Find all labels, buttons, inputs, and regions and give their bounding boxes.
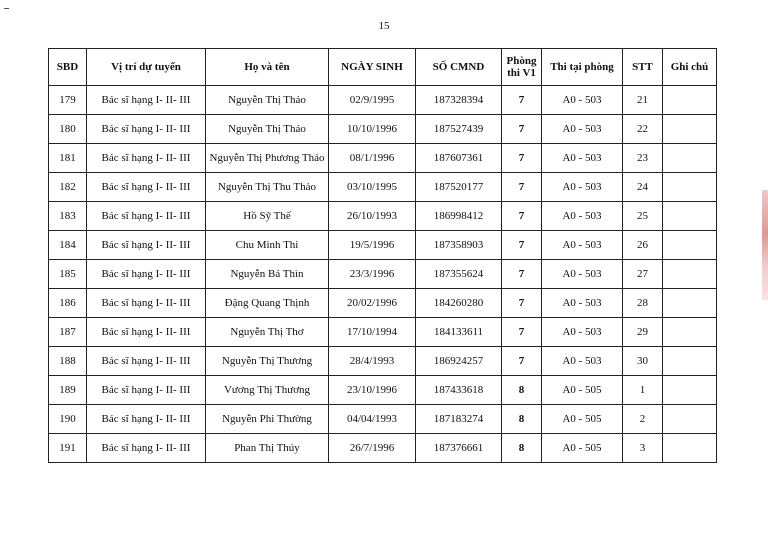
cell-exam-room: A0 - 503 bbox=[542, 144, 623, 173]
cell-stt: 3 bbox=[623, 434, 663, 463]
header-id-number: SỐ CMND bbox=[416, 49, 502, 86]
cell-sbd: 184 bbox=[49, 231, 87, 260]
cell-sbd: 190 bbox=[49, 405, 87, 434]
table-row bbox=[49, 376, 717, 405]
stamp-edge-fragment bbox=[762, 190, 768, 300]
cell-exam-room: A0 - 503 bbox=[542, 318, 623, 347]
cell-sbd: 183 bbox=[49, 202, 87, 231]
cell-note bbox=[663, 260, 717, 289]
header-position: Vị trí dự tuyển bbox=[87, 49, 206, 86]
header-stt: STT bbox=[623, 49, 663, 86]
cell-dob: 26/10/1993 bbox=[329, 202, 416, 231]
table-row bbox=[49, 289, 717, 318]
cell-room-v1: 7 bbox=[502, 231, 542, 260]
cell-room-v1: 7 bbox=[502, 347, 542, 376]
cell-room-v1: 7 bbox=[502, 289, 542, 318]
cell-stt: 27 bbox=[623, 260, 663, 289]
cell-sbd: 188 bbox=[49, 347, 87, 376]
cell-id-number: 187355624 bbox=[416, 260, 502, 289]
cell-note bbox=[663, 434, 717, 463]
cell-note bbox=[663, 202, 717, 231]
header-note: Ghi chú bbox=[663, 49, 717, 86]
cell-stt: 24 bbox=[623, 173, 663, 202]
cell-stt: 28 bbox=[623, 289, 663, 318]
table-row bbox=[49, 115, 717, 144]
cell-dob: 26/7/1996 bbox=[329, 434, 416, 463]
cell-name: Nguyễn Thị Thơ bbox=[206, 318, 329, 347]
cell-name: Nguyễn Phi Thường bbox=[206, 405, 329, 434]
table-row bbox=[49, 260, 717, 289]
cell-name: Nguyễn Thị Thương bbox=[206, 347, 329, 376]
cell-stt: 26 bbox=[623, 231, 663, 260]
cell-id-number: 186998412 bbox=[416, 202, 502, 231]
table-row bbox=[49, 86, 717, 115]
cell-note bbox=[663, 173, 717, 202]
cell-name: Nguyễn Bá Thìn bbox=[206, 260, 329, 289]
cell-note bbox=[663, 318, 717, 347]
cell-name: Nguyễn Thị Phương Thảo bbox=[206, 144, 329, 173]
cell-dob: 04/04/1993 bbox=[329, 405, 416, 434]
cell-position: Bác sĩ hạng I- II- III bbox=[87, 318, 206, 347]
cell-name: Chu Minh Thi bbox=[206, 231, 329, 260]
table-row bbox=[49, 202, 717, 231]
cell-exam-room: A0 - 505 bbox=[542, 376, 623, 405]
table-row bbox=[49, 144, 717, 173]
cell-exam-room: A0 - 503 bbox=[542, 260, 623, 289]
table-row bbox=[49, 231, 717, 260]
cell-sbd: 187 bbox=[49, 318, 87, 347]
table-row bbox=[49, 347, 717, 376]
cell-stt: 22 bbox=[623, 115, 663, 144]
cell-id-number: 187520177 bbox=[416, 173, 502, 202]
cell-id-number: 187183274 bbox=[416, 405, 502, 434]
cell-position: Bác sĩ hạng I- II- III bbox=[87, 231, 206, 260]
cell-stt: 25 bbox=[623, 202, 663, 231]
cell-exam-room: A0 - 503 bbox=[542, 347, 623, 376]
cell-id-number: 186924257 bbox=[416, 347, 502, 376]
cell-note bbox=[663, 347, 717, 376]
cell-room-v1: 7 bbox=[502, 86, 542, 115]
cell-sbd: 191 bbox=[49, 434, 87, 463]
header-room-v1: Phòng thi V1 bbox=[502, 49, 542, 86]
cell-exam-room: A0 - 503 bbox=[542, 173, 623, 202]
cell-room-v1: 8 bbox=[502, 405, 542, 434]
cell-position: Bác sĩ hạng I- II- III bbox=[87, 376, 206, 405]
cell-dob: 19/5/1996 bbox=[329, 231, 416, 260]
cell-room-v1: 7 bbox=[502, 318, 542, 347]
cell-note bbox=[663, 289, 717, 318]
cell-stt: 30 bbox=[623, 347, 663, 376]
scan-mark bbox=[4, 8, 9, 9]
cell-dob: 23/3/1996 bbox=[329, 260, 416, 289]
cell-sbd: 182 bbox=[49, 173, 87, 202]
table-row bbox=[49, 405, 717, 434]
cell-position: Bác sĩ hạng I- II- III bbox=[87, 173, 206, 202]
table-header-row bbox=[49, 49, 717, 86]
cell-stt: 1 bbox=[623, 376, 663, 405]
header-sbd: SBD bbox=[49, 49, 87, 86]
cell-dob: 03/10/1995 bbox=[329, 173, 416, 202]
cell-name: Đặng Quang Thịnh bbox=[206, 289, 329, 318]
cell-dob: 23/10/1996 bbox=[329, 376, 416, 405]
cell-exam-room: A0 - 503 bbox=[542, 231, 623, 260]
cell-note bbox=[663, 86, 717, 115]
cell-stt: 29 bbox=[623, 318, 663, 347]
cell-position: Bác sĩ hạng I- II- III bbox=[87, 115, 206, 144]
page-number: 15 bbox=[378, 20, 390, 32]
cell-note bbox=[663, 405, 717, 434]
cell-id-number: 187328394 bbox=[416, 86, 502, 115]
cell-note bbox=[663, 376, 717, 405]
cell-room-v1: 7 bbox=[502, 144, 542, 173]
cell-id-number: 187358903 bbox=[416, 231, 502, 260]
cell-dob: 17/10/1994 bbox=[329, 318, 416, 347]
cell-exam-room: A0 - 503 bbox=[542, 202, 623, 231]
cell-sbd: 185 bbox=[49, 260, 87, 289]
cell-name: Nguyễn Thị Thu Thảo bbox=[206, 173, 329, 202]
cell-dob: 10/10/1996 bbox=[329, 115, 416, 144]
cell-id-number: 187527439 bbox=[416, 115, 502, 144]
cell-note bbox=[663, 231, 717, 260]
cell-dob: 08/1/1996 bbox=[329, 144, 416, 173]
cell-sbd: 180 bbox=[49, 115, 87, 144]
cell-room-v1: 7 bbox=[502, 115, 542, 144]
cell-name: Nguyễn Thị Thảo bbox=[206, 115, 329, 144]
candidate-table bbox=[48, 48, 717, 463]
cell-position: Bác sĩ hạng I- II- III bbox=[87, 260, 206, 289]
cell-id-number: 184133611 bbox=[416, 318, 502, 347]
cell-name: Phan Thị Thúy bbox=[206, 434, 329, 463]
cell-id-number: 187376661 bbox=[416, 434, 502, 463]
header-name: Họ và tên bbox=[206, 49, 329, 86]
cell-name: Vương Thị Thương bbox=[206, 376, 329, 405]
cell-sbd: 179 bbox=[49, 86, 87, 115]
cell-dob: 02/9/1995 bbox=[329, 86, 416, 115]
table-row bbox=[49, 173, 717, 202]
cell-position: Bác sĩ hạng I- II- III bbox=[87, 86, 206, 115]
cell-id-number: 187607361 bbox=[416, 144, 502, 173]
cell-position: Bác sĩ hạng I- II- III bbox=[87, 405, 206, 434]
cell-exam-room: A0 - 505 bbox=[542, 434, 623, 463]
cell-position: Bác sĩ hạng I- II- III bbox=[87, 434, 206, 463]
table-row bbox=[49, 318, 717, 347]
cell-exam-room: A0 - 503 bbox=[542, 115, 623, 144]
cell-note bbox=[663, 115, 717, 144]
cell-room-v1: 8 bbox=[502, 376, 542, 405]
cell-room-v1: 8 bbox=[502, 434, 542, 463]
cell-position: Bác sĩ hạng I- II- III bbox=[87, 289, 206, 318]
cell-sbd: 181 bbox=[49, 144, 87, 173]
cell-id-number: 187433618 bbox=[416, 376, 502, 405]
cell-exam-room: A0 - 503 bbox=[542, 86, 623, 115]
cell-exam-room: A0 - 505 bbox=[542, 405, 623, 434]
cell-stt: 21 bbox=[623, 86, 663, 115]
cell-position: Bác sĩ hạng I- II- III bbox=[87, 202, 206, 231]
cell-name: Hồ Sỹ Thế bbox=[206, 202, 329, 231]
cell-stt: 23 bbox=[623, 144, 663, 173]
cell-position: Bác sĩ hạng I- II- III bbox=[87, 347, 206, 376]
cell-room-v1: 7 bbox=[502, 260, 542, 289]
cell-room-v1: 7 bbox=[502, 202, 542, 231]
cell-sbd: 186 bbox=[49, 289, 87, 318]
table-row bbox=[49, 434, 717, 463]
cell-name: Nguyễn Thị Thảo bbox=[206, 86, 329, 115]
cell-stt: 2 bbox=[623, 405, 663, 434]
cell-position: Bác sĩ hạng I- II- III bbox=[87, 144, 206, 173]
header-dob: NGÀY SINH bbox=[329, 49, 416, 86]
cell-exam-room: A0 - 503 bbox=[542, 289, 623, 318]
header-exam-room: Thi tại phòng bbox=[542, 49, 623, 86]
cell-id-number: 184260280 bbox=[416, 289, 502, 318]
cell-dob: 28/4/1993 bbox=[329, 347, 416, 376]
cell-dob: 20/02/1996 bbox=[329, 289, 416, 318]
cell-sbd: 189 bbox=[49, 376, 87, 405]
cell-room-v1: 7 bbox=[502, 173, 542, 202]
cell-note bbox=[663, 144, 717, 173]
